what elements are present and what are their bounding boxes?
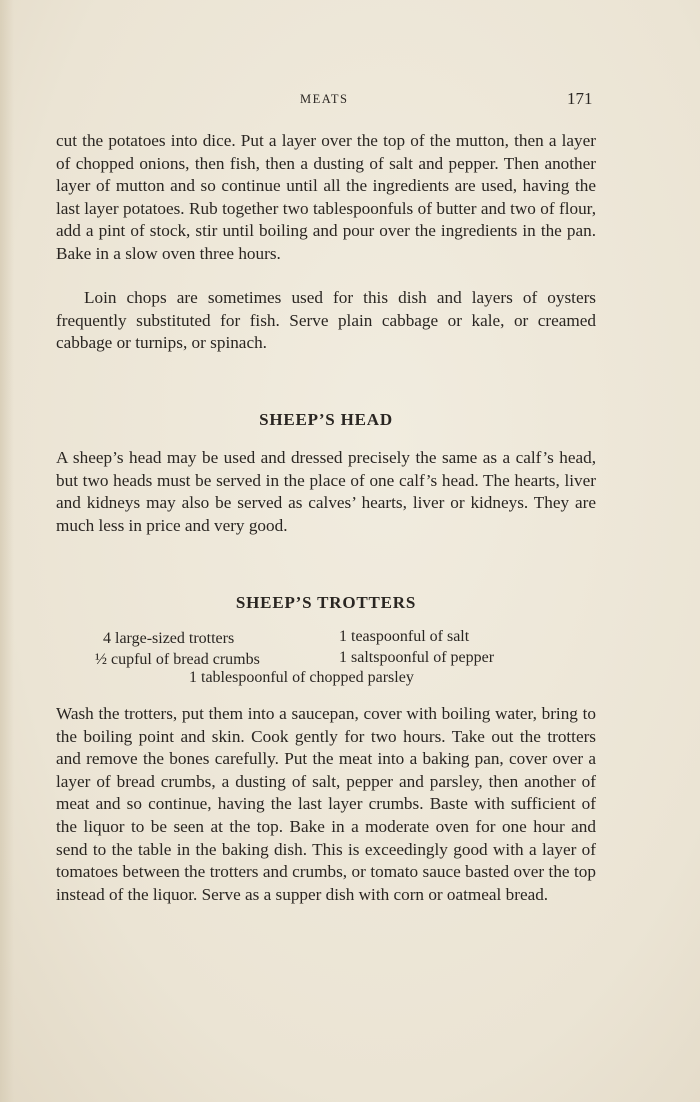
page-gutter-shadow <box>0 0 14 1102</box>
intro-paragraph-2: Loin chops are sometimes used for this dish and layers of oysters frequently substituted for fish. Serve plain cabbage or kale, or creamed cabbage or turnips, or spinach. <box>56 288 596 353</box>
ingredient-item: 1 teaspoonful of salt <box>339 628 470 645</box>
intro-paragraph-1: cut the potatoes into dice. Put a layer over the top of the mutton, then a layer of chopped onions, then fish, then a dusting of salt and pepper. Then another layer of mutton and so continue until all the ingredients are used, having the last layer potatoes. Rub together two tablespoonfuls of butter and two of flour, add a pint of stock, stir until boiling and pour over the ingredients in the pan. Bake in a slow oven three hours. <box>56 131 596 263</box>
section-title: MEATS <box>300 92 349 106</box>
ingredient-item: ½ cupful of bread crumbs <box>95 651 260 668</box>
sheeps-head-title: SHEEP’S HEAD <box>259 410 393 429</box>
page-number: 171 <box>567 89 593 108</box>
sheeps-trotters-title: SHEEP’S TROTTERS <box>235 593 417 612</box>
running-head <box>0 89 660 112</box>
ingredient-item: 1 saltspoonful of pepper <box>339 649 495 666</box>
sheeps-head-body: A sheep’s head may be used and dressed precisely the same as a calf’s head, but two heads must be served in the place of one calf’s head. The hearts, liver and kidneys may also be served as calves’ hearts, liver or kidneys. They are much less in price and very good. <box>56 448 596 535</box>
sheeps-trotters-body: Wash the trotters, put them into a saucepan, cover with boiling water, bring to the boiling point and skin. Cook gently for two hours. Take out the trotters and remove the bones carefully. Put the meat into a baking pan, cover over a layer of bread crumbs, a dusting of salt, pepper and parsley, then another of meat and so continue, having the last layer crumbs. Baste with sufficient of the liquor to be seen at the top. Bake in a moderate oven for one hour and send to the table in the baking dish. This is exceedingly good with a layer of tomatoes between the trotters and crumbs, or tomato sauce basted over the top instead of the liquor. Serve as a supper dish with corn or oatmeal bread. <box>56 704 596 904</box>
ingredient-item: 1 tablespoonful of chopped parsley <box>189 669 414 686</box>
ingredient-item: 4 large-sized trotters <box>103 630 235 647</box>
